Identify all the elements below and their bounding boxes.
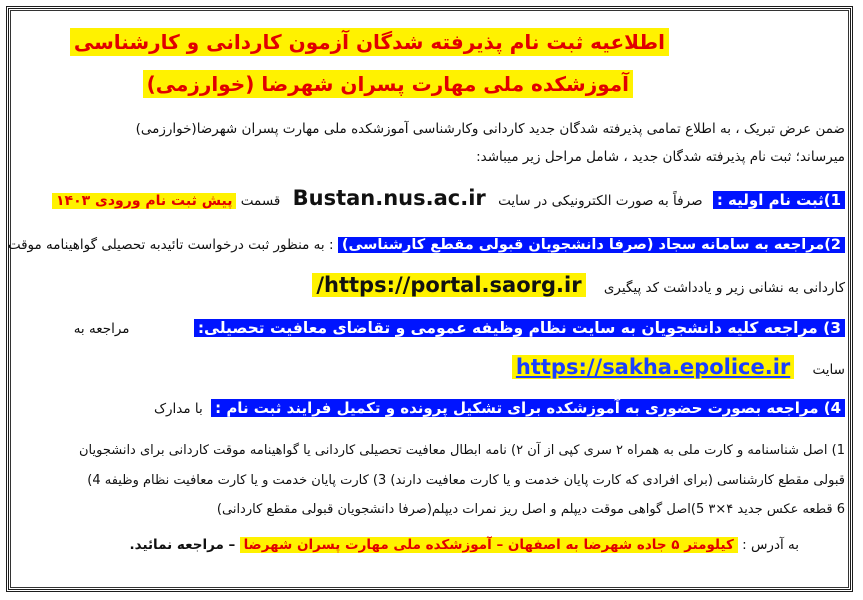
title-line-2: آموزشکده ملی مهارت پسران شهرضا (خوارزمی) (143, 70, 633, 98)
address-row (130, 534, 799, 556)
step3-row-2 (512, 352, 845, 385)
step1-url[interactable]: Bustan.nus.ac.ir (292, 186, 486, 210)
address-highlight: کیلومتر ۵ جاده شهرضا به اصفهان – آموزشکده ملی مهارت پسران شهرضا (240, 537, 738, 553)
step4-label: 4) مراجعه بصورت حضوری به آموزشکده برای تشکیل پرونده و تکمیل فرایند ثبت نام : (211, 399, 845, 417)
step3-row (74, 314, 845, 343)
step2-row (8, 234, 845, 256)
step4-text1: با مدارک (153, 401, 203, 417)
address-prefix: به آدرس : (742, 537, 799, 553)
step3-url[interactable]: https://sakha.epolice.ir (512, 355, 794, 379)
docs-line-1: 1) اصل شناسنامه و کارت ملی به همراه ۲ سری کپی از آن ۲) نامه ابطال معافیت تحصیلی کاردانی یا گواهینامه موقت کاردانی برای دانشجویان (79, 443, 845, 458)
step2-row-2 (312, 270, 845, 303)
step1-text1: صرفاً به صورت الکترونیکی در سایت (498, 193, 703, 209)
step2-text1: : به منظور ثبت درخواست تائیدبه تحصیلی گواهینامه موقت (7, 237, 334, 253)
step3-label: 3) مراجعه کلیه دانشجویان به سایت نظام وظیفه عمومی و تقاضای معافیت تحصیلی: (194, 319, 845, 337)
step1-highlight: پیش ثبت نام ورودی ۱۴۰۳ (52, 193, 237, 209)
intro-line-1: ضمن عرض تبریک ، به اطلاع تمامی پذیرفته شدگان جدید کاردانی وکارشناسی آموزشکده ملی مهارت پسران شهرضا(خوارزمی) (135, 121, 845, 137)
step4-row (154, 394, 845, 423)
step1-label: 1)ثبت نام اولیه : (713, 191, 845, 209)
docs-line-2: قبولی مقطع کارشناسی (برای افرادی که کارت پایان خدمت و یا کارت معافیت دارند) 3) کارت پایان خدمت و یا کارت معافیت نظام وظیفه 4) (87, 473, 845, 488)
step1-row (52, 184, 845, 215)
title-line-1: اطلاعیه ثبت نام پذیرفته شدگان آزمون کاردانی و کارشناسی (70, 28, 669, 56)
step2-label: 2)مراجعه به سامانه سجاد (صرفا دانشجویان قبولی مقطع کارشناسی) (338, 237, 845, 253)
step2-text2: کاردانی به نشانی زیر و یادداشت کد پیگیری (603, 280, 845, 296)
docs-line-3: 6 قطعه عکس جدید ۴×۳ 5)اصل گواهی موقت دیپلم و اصل ریز نمرات دیپلم(صرفا دانشجویان قبولی مقطع کاردانی) (216, 502, 845, 517)
intro-line-2: میرساند؛ ثبت نام پذیرفته شدگان جدید ، شامل مراحل زیر میباشد: (476, 149, 845, 165)
step3-text1: مراجعه به (73, 321, 130, 337)
step1-text2: قسمت (240, 193, 281, 209)
step2-url[interactable]: https://portal.saorg.ir/ (312, 273, 585, 297)
announcement (7, 14, 845, 584)
step3-text2: سایت (812, 362, 845, 378)
address-suffix: – مراجعه نمائید. (129, 537, 236, 553)
